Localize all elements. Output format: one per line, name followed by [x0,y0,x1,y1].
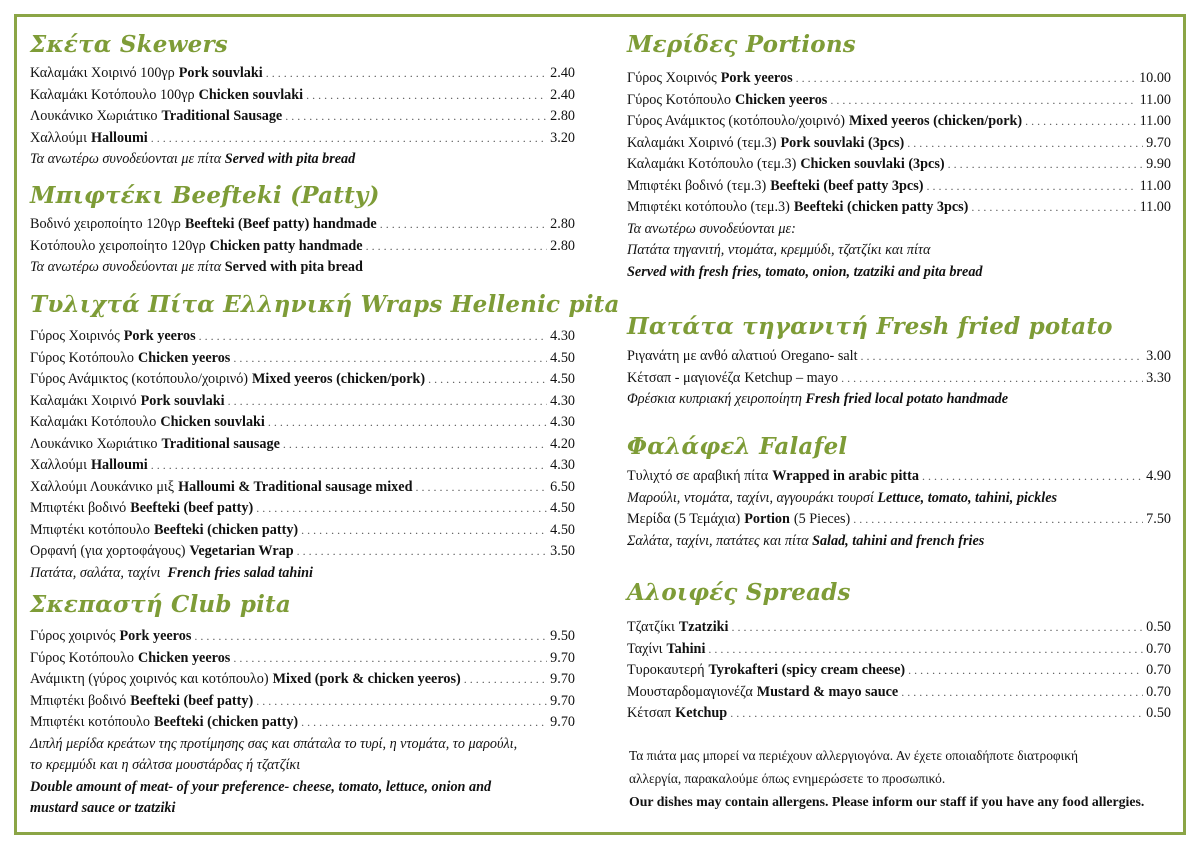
price: 0.70 [1146,683,1171,700]
menu-item: Λουκάνικο Χωριάτικο Traditional sausage . . . 4.20 [30,434,575,456]
menu-item: Καλαμάκι Κοτόπουλο 100γρ Chicken souvlaki . . . 2.40 [30,85,575,107]
section-portions [627,30,1171,283]
section-title: Αλοιφές Spreads [627,579,851,606]
price: 7.50 [1146,511,1171,527]
section-note: Διπλή μερίδα κρεάτων της προτίμησης σας και σπάταλα το τυρί, η ντομάτα, το μαρούλι, [30,735,518,752]
price: 9.50 [550,628,575,644]
price: 3.50 [550,543,575,559]
menu-item: Μπιφτέκι κοτόπουλο Beefteki (chicken patty) . . . 9.70 [30,712,575,734]
price: 0.50 [1146,619,1171,635]
price: 3.30 [1146,369,1171,386]
allergy-text-greek: αλλεργία, παρακαλούμε όπως ενημερώσετε το προσωπικό. [629,771,946,786]
price: 10.00 [1139,70,1171,86]
menu-item: Καλαμάκι Κοτόπουλο (τεμ.3) Chicken souvlaki (3pcs) . . . 9.90 [627,154,1171,176]
section-note: Φρέσκια κυπριακή χειροποίητη Fresh fried local potato handmade [627,391,1009,407]
section-falafel [627,432,1171,552]
menu-item: Μπιφτέκι βοδινό Beefteki (beef patty) . . . 9.70 [30,691,575,713]
price: 6.50 [550,478,575,495]
price: 0.70 [1146,640,1171,657]
price: 2.80 [550,108,575,124]
menu-item: Καλαμάκι Κοτόπουλο Chicken souvlaki . . . 4.30 [30,412,575,434]
menu-item: Μουσταρδομαγιονέζα Mustard & mayo sauce . . . 0.70 [627,682,1171,704]
price: 2.40 [550,86,575,103]
section-note: Σαλάτα, ταχίνι, πατάτες και πίτα Salad, tahini and french fries [627,532,985,549]
menu-item: Μπιφτέκι κοτόπουλο (τεμ.3) Beefteki (chicken patty 3pcs) . . . 11.00 [627,197,1171,219]
menu-item: Μπιφτέκι κοτόπουλο Beefteki (chicken patty) . . . 4.50 [30,520,575,542]
allergy-text-greek: Τα πιάτα μας μπορεί να περιέχουν αλλεργιογόνα. Αν έχετε οποιαδήποτε διατροφική [629,748,1079,763]
allergy-text-english: Our dishes may contain allergens. Please inform our staff if you have any food allergies. [629,794,1145,809]
price: 4.30 [550,414,575,430]
section-note: Πατάτα τηγανιτή, ντομάτα, κρεμμύδι, τζατζίκι και πίτα [627,242,931,258]
section-beefteki [30,181,575,279]
menu-item: Λουκάνικο Χωριάτικο Traditional Sausage . . . 2.80 [30,106,575,128]
menu-item: Γύρος Κοτόπουλο Chicken yeeros . . . 9.70 [30,648,575,670]
price: 11.00 [1139,177,1171,194]
menu-item: Τυροκαυτερή Tyrokafteri (spicy cream cheese) . . . 0.70 [627,660,1171,682]
price: 9.70 [550,714,575,730]
price: 11.00 [1139,199,1171,215]
price: 9.70 [1146,134,1171,151]
menu-item: Καλαμάκι Χοιρινό 100γρ Pork souvlaki . . . 2.40 [30,63,575,85]
section-title: Τυλιχτά Πίτα Ελληνική Wraps Hellenic pita [30,291,620,318]
price: 3.20 [550,129,575,146]
price: 4.50 [550,500,575,516]
price: 2.80 [550,237,575,254]
section-title: Σκέτα Skewers [30,31,228,58]
section-spreads [627,578,1171,725]
price: 3.00 [1146,348,1171,364]
section-title: Πατάτα τηγανιτή Fresh fried potato [627,313,1113,340]
price: 4.20 [550,435,575,452]
section-title: Φαλάφελ Falafel [627,433,848,460]
section-wraps [30,290,620,584]
menu-item: Κέτσαπ Ketchup . . . 0.50 [627,703,1171,725]
section-club-pita [30,590,575,820]
menu-item: Ανάμικτη (γύρος χοιρινός και κοτόπουλο) Mixed (pork & chicken yeeros) . . . 9.70 [30,669,575,691]
allergy-notice [629,744,1189,813]
menu-item: Καλαμάκι Χοιρινό (τεμ.3) Pork souvlaki (3pcs) . . . 9.70 [627,133,1171,155]
section-note: Τα ανωτέρω συνοδεύονται με: [627,220,796,237]
section-title: Μερίδες Portions [627,31,856,58]
menu-item: Γύρος Ανάμικτος (κοτόπουλο/χοιρινό) Mixed yeeros (chicken/pork) . . . 4.50 [30,369,575,391]
section-note: Double amount of meat- of your preference- cheese, tomato, lettuce, onion and [30,778,492,795]
menu-item: Βοδινό χειροποίητο 120γρ Beefteki (Beef patty) handmade . . . 2.80 [30,214,575,236]
price: 9.90 [1146,156,1171,172]
price: 0.50 [1146,705,1171,721]
menu-item: Ριγανάτη με ανθό αλατιού Oregano- salt . . . 3.00 [627,346,1171,368]
price: 4.50 [550,521,575,538]
menu-item: Γύρος Κοτόπουλο Chicken yeeros . . . 4.50 [30,348,575,370]
price: 4.50 [550,371,575,387]
menu-item: Καλαμάκι Χοιρινό Pork souvlaki . . . 4.30 [30,391,575,413]
section-note: Τα ανωτέρω συνοδεύονται με πίτα Served with pita bread [30,259,363,275]
price: 0.70 [1146,662,1171,678]
menu-item: Μερίδα (5 Τεμάχια) Portion (5 Pieces) . . . 7.50 [627,509,1171,531]
menu-item: Χαλλούμι Λουκάνικο μιξ Halloumi & Traditional sausage mixed . . . 6.50 [30,477,575,499]
menu-item: Γύρος Χοιρινός Pork yeeros . . . 10.00 [627,68,1171,90]
menu-item: Χαλλούμι Halloumi . . . 4.30 [30,455,575,477]
section-note: Μαρούλι, ντομάτα, ταχίνι, αγγουράκι τουρσί Lettuce, tomato, tahini, pickles [627,489,1058,506]
price: 11.00 [1139,113,1171,129]
price: 9.70 [550,649,575,666]
price: 11.00 [1139,91,1171,108]
price: 4.30 [550,457,575,473]
menu-item: Μπιφτέκι βοδινό (τεμ.3) Beefteki (beef patty 3pcs) . . . 11.00 [627,176,1171,198]
menu-item: Γύρος χοιρινός Pork yeeros . . . 9.50 [30,626,575,648]
price: 9.70 [550,671,575,687]
price: 2.40 [550,65,575,81]
section-note: το κρεμμύδι και η σάλτσα μουστάρδας ή τζατζίκι [30,757,301,773]
menu-item: Ταχίνι Tahini . . . 0.70 [627,639,1171,661]
price: 4.90 [1146,468,1171,484]
price: 4.30 [550,328,575,344]
menu-item: Κοτόπουλο χειροποίητο 120γρ Chicken patty handmade . . . 2.80 [30,236,575,258]
price: 4.50 [550,349,575,366]
menu-item: Κέτσαπ - μαγιονέζα Ketchup – mayo . . . 3.30 [627,368,1171,390]
section-note: Πατάτα, σαλάτα, ταχίνι French fries salad tahini [30,564,313,581]
section-fried-potato [627,312,1171,411]
section-skewers [30,30,575,171]
price: 4.30 [550,392,575,409]
section-title: Μπιφτέκι Beefteki (Patty) [30,182,380,209]
section-note: Served with fresh fries, tomato, onion, tzatziki and pita bread [627,263,983,280]
price: 9.70 [550,692,575,709]
menu-item: Χαλλούμι Halloumi . . . 3.20 [30,128,575,150]
menu-item: Γύρος Χοιρινός Pork yeeros . . . 4.30 [30,326,575,348]
section-title: Σκεπαστή Club pita [30,591,291,618]
menu-item: Γύρος Κοτόπουλο Chicken yeeros . . . 11.00 [627,90,1171,112]
menu-item: Ορφανή (για χορτοφάγους) Vegetarian Wrap . . . 3.50 [30,541,575,563]
price: 2.80 [550,216,575,232]
section-note: mustard sauce or tzatziki [30,800,176,816]
menu-item: Τυλιχτό σε αραβική πίτα Wrapped in arabic pitta . . . 4.90 [627,466,1171,488]
menu-item: Τζατζίκι Tzatziki . . . 0.50 [627,617,1171,639]
menu-item: Μπιφτέκι βοδινό Beefteki (beef patty) . . . 4.50 [30,498,575,520]
menu-item: Γύρος Ανάμικτος (κοτόπουλο/χοιρινό) Mixed yeeros (chicken/pork) . . . 11.00 [627,111,1171,133]
section-note: Τα ανωτέρω συνοδεύονται με πίτα Served with pita bread [30,151,356,167]
